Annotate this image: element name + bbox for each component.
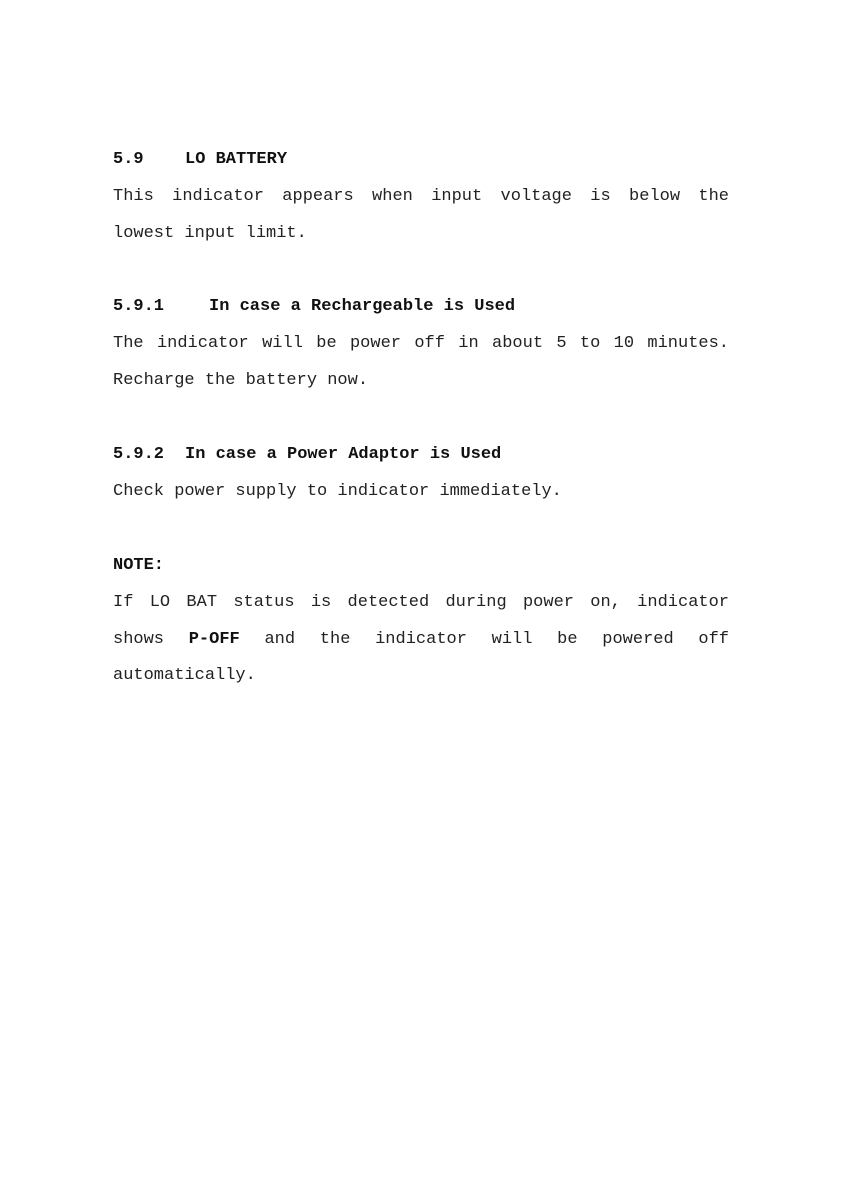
section-5-9-heading [113, 150, 287, 170]
note-line-3: automatically. [113, 666, 256, 685]
p-off-code: P-OFF [188, 630, 240, 649]
section-number: 5.9.2 [113, 445, 165, 464]
section-5-9-2-line-1: Check power supply to indicator immediately. [113, 482, 562, 501]
section-5-9-line-1: This indicator appears when input voltage is below the [113, 187, 729, 206]
section-5-9-1-line-2: Recharge the battery now. [113, 371, 369, 390]
section-title: LO BATTERY [185, 150, 288, 169]
section-5-9-2-heading [113, 445, 501, 465]
section-5-9-line-2: lowest input limit. [113, 224, 307, 243]
section-number: 5.9 [113, 150, 144, 169]
note-label: NOTE: [113, 556, 165, 575]
section-title: In case a Rechargeable is Used [209, 297, 516, 316]
note-line-2-prefix: shows [113, 630, 165, 649]
section-5-9-1-line-1: The indicator will be power off in about 5 to 10 minutes. [113, 334, 729, 353]
note-line-2-suffix: and the indicator will be powered off [264, 630, 730, 649]
note-line-1: If LO BAT status is detected during power on, indicator [113, 593, 729, 612]
note-line-2 [113, 630, 729, 650]
section-number: 5.9.1 [113, 297, 165, 316]
section-title: In case a Power Adaptor is Used [185, 445, 502, 464]
section-5-9-1-heading [113, 297, 515, 317]
